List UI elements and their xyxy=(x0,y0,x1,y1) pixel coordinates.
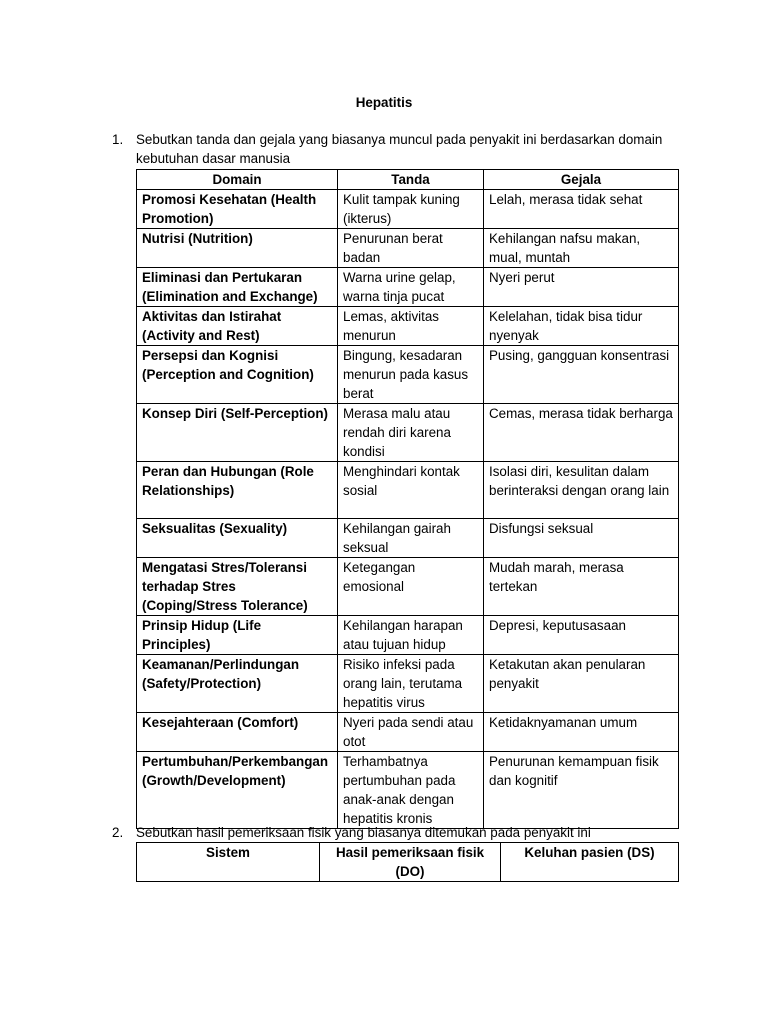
table-row xyxy=(137,655,679,713)
question-text: Sebutkan hasil pemeriksaan fisik yang biasanya ditemukan pada penyakit ini xyxy=(136,825,591,840)
table-row xyxy=(137,268,679,307)
domain-cell: Prinsip Hidup (Life Principles) xyxy=(137,616,338,655)
tanda-cell: Menghindari kontak sosial xyxy=(338,462,484,519)
gejala-cell: Mudah marah, merasa tertekan xyxy=(484,558,679,616)
table-row xyxy=(137,229,679,268)
table-row xyxy=(137,752,679,829)
column-header-sistem: Sistem xyxy=(137,843,320,882)
domain-cell: Eliminasi dan Pertukaran (Elimination and Exchange) xyxy=(137,268,338,307)
question-text: Sebutkan tanda dan gejala yang biasanya muncul pada penyakit ini berdasarkan domain kebutuhan dasar manusia xyxy=(136,132,663,166)
column-header-tanda: Tanda xyxy=(338,170,484,190)
domain-cell: Konsep Diri (Self-Perception) xyxy=(137,404,338,462)
question-number: 2. xyxy=(112,825,124,840)
tanda-cell: Merasa malu atau rendah diri karena kondisi xyxy=(338,404,484,462)
document-title: Hepatitis xyxy=(355,95,413,110)
domain-cell: Kesejahteraan (Comfort) xyxy=(137,713,338,752)
gejala-cell: Isolasi diri, kesulitan dalam berinteraksi dengan orang lain xyxy=(484,462,679,519)
table-row xyxy=(137,190,679,229)
domain-cell: Promosi Kesehatan (Health Promotion) xyxy=(137,190,338,229)
domain-cell: Pertumbuhan/Perkembangan (Growth/Development) xyxy=(137,752,338,829)
gejala-cell: Kehilangan nafsu makan, mual, muntah xyxy=(484,229,679,268)
domain-cell: Peran dan Hubungan (Role Relationships) xyxy=(137,462,338,519)
tanda-cell: Risiko infeksi pada orang lain, terutama hepatitis virus xyxy=(338,655,484,713)
question-number: 1. xyxy=(112,132,124,147)
domain-cell: Aktivitas dan Istirahat (Activity and Rest) xyxy=(137,307,338,346)
column-header-hasil-pemeriksaan: Hasil pemeriksaan fisik (DO) xyxy=(320,843,501,882)
table-row xyxy=(137,519,679,558)
gejala-cell: Penurunan kemampuan fisik dan kognitif xyxy=(484,752,679,829)
tanda-cell: Warna urine gelap, warna tinja pucat xyxy=(338,268,484,307)
tanda-cell: Penurunan berat badan xyxy=(338,229,484,268)
column-header-keluhan-pasien: Keluhan pasien (DS) xyxy=(501,843,679,882)
tanda-cell: Ketegangan emosional xyxy=(338,558,484,616)
physical-exam-table xyxy=(136,842,679,882)
table-row xyxy=(137,346,679,404)
table-row xyxy=(137,713,679,752)
domain-cell: Persepsi dan Kognisi (Perception and Cognition) xyxy=(137,346,338,404)
tanda-cell: Lemas, aktivitas menurun xyxy=(338,307,484,346)
tanda-cell: Bingung, kesadaran menurun pada kasus berat xyxy=(338,346,484,404)
tanda-cell: Kehilangan harapan atau tujuan hidup xyxy=(338,616,484,655)
table-row xyxy=(137,462,679,519)
table-row xyxy=(137,558,679,616)
table-header-row xyxy=(137,170,679,190)
domain-cell: Mengatasi Stres/Toleransi terhadap Stres (Coping/Stress Tolerance) xyxy=(137,558,338,616)
signs-symptoms-table xyxy=(136,169,679,829)
gejala-cell: Ketakutan akan penularan penyakit xyxy=(484,655,679,713)
gejala-cell: Pusing, gangguan konsentrasi xyxy=(484,346,679,404)
table-row xyxy=(137,404,679,462)
gejala-cell: Kelelahan, tidak bisa tidur nyenyak xyxy=(484,307,679,346)
domain-cell: Nutrisi (Nutrition) xyxy=(137,229,338,268)
gejala-cell: Depresi, keputusasaan xyxy=(484,616,679,655)
gejala-cell: Lelah, merasa tidak sehat xyxy=(484,190,679,229)
column-header-domain: Domain xyxy=(137,170,338,190)
table-header-row xyxy=(137,843,679,882)
table-row xyxy=(137,616,679,655)
tanda-cell: Nyeri pada sendi atau otot xyxy=(338,713,484,752)
domain-cell: Keamanan/Perlindungan (Safety/Protection) xyxy=(137,655,338,713)
column-header-gejala: Gejala xyxy=(484,170,679,190)
tanda-cell: Terhambatnya pertumbuhan pada anak-anak dengan hepatitis kronis xyxy=(338,752,484,829)
gejala-cell: Cemas, merasa tidak berharga xyxy=(484,404,679,462)
domain-cell: Seksualitas (Sexuality) xyxy=(137,519,338,558)
tanda-cell: Kehilangan gairah seksual xyxy=(338,519,484,558)
tanda-cell: Kulit tampak kuning (ikterus) xyxy=(338,190,484,229)
gejala-cell: Disfungsi seksual xyxy=(484,519,679,558)
gejala-cell: Nyeri perut xyxy=(484,268,679,307)
gejala-cell: Ketidaknyamanan umum xyxy=(484,713,679,752)
table-row xyxy=(137,307,679,346)
